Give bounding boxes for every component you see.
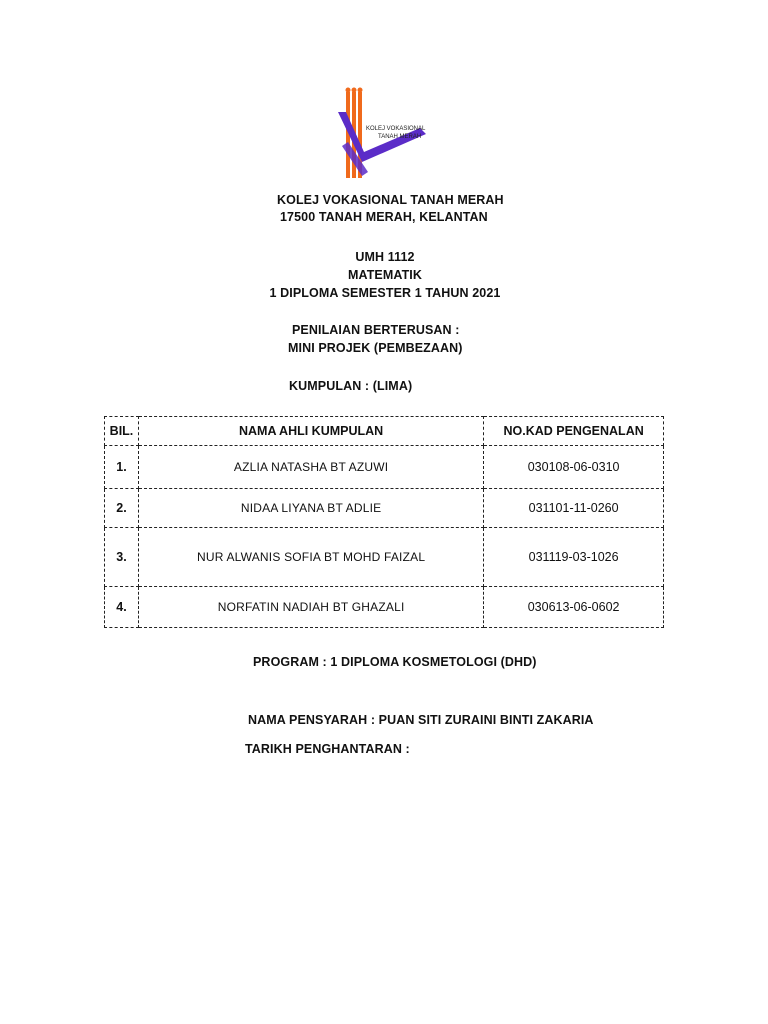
course-code: UMH 1112 <box>355 250 415 264</box>
header-name: NAMA AHLI KUMPULAN <box>138 417 483 446</box>
member-ic: 030108-06-0310 <box>484 446 664 489</box>
logo-text-line2: TANAH MERAH <box>378 134 422 140</box>
assessment-title: MINI PROJEK (PEMBEZAAN) <box>288 341 463 355</box>
submission-date-label: TARIKH PENGHANTARAN : <box>245 742 410 756</box>
member-name: NIDAA LIYANA BT ADLIE <box>138 489 483 528</box>
college-address: 17500 TANAH MERAH, KELANTAN <box>280 210 488 224</box>
row-number: 3. <box>105 528 139 587</box>
program-label: PROGRAM : 1 DIPLOMA KOSMETOLOGI (DHD) <box>253 655 537 669</box>
members-table <box>104 416 664 628</box>
college-logo <box>336 86 428 182</box>
member-ic: 031101-11-0260 <box>484 489 664 528</box>
lecturer-label: NAMA PENSYARAH : PUAN SITI ZURAINI BINTI ZAKARIA <box>248 713 594 727</box>
table-row <box>105 489 664 528</box>
college-name: KOLEJ VOKASIONAL TANAH MERAH <box>277 193 504 207</box>
member-ic: 031119-03-1026 <box>484 528 664 587</box>
table-row <box>105 446 664 489</box>
subject-name: MATEMATIK <box>347 268 423 282</box>
member-name: NORFATIN NADIAH BT GHAZALI <box>138 587 483 628</box>
member-name: NUR ALWANIS SOFIA BT MOHD FAIZAL <box>138 528 483 587</box>
logo-text-line1: KOLEJ VOKASIONAL <box>366 126 426 132</box>
member-name: AZLIA NATASHA BT AZUWI <box>138 446 483 489</box>
header-ic: NO.KAD PENGENALAN <box>484 417 664 446</box>
row-number: 4. <box>105 587 139 628</box>
group-label: KUMPULAN : (LIMA) <box>289 379 413 393</box>
header-bil: BIL. <box>105 417 139 446</box>
row-number: 1. <box>105 446 139 489</box>
table-row <box>105 528 664 587</box>
cohort: 1 DIPLOMA SEMESTER 1 TAHUN 2021 <box>269 286 501 300</box>
table-header-row <box>105 417 664 446</box>
member-ic: 030613-06-0602 <box>484 587 664 628</box>
assessment-label: PENILAIAN BERTERUSAN : <box>292 323 460 337</box>
row-number: 2. <box>105 489 139 528</box>
table-row <box>105 587 664 628</box>
